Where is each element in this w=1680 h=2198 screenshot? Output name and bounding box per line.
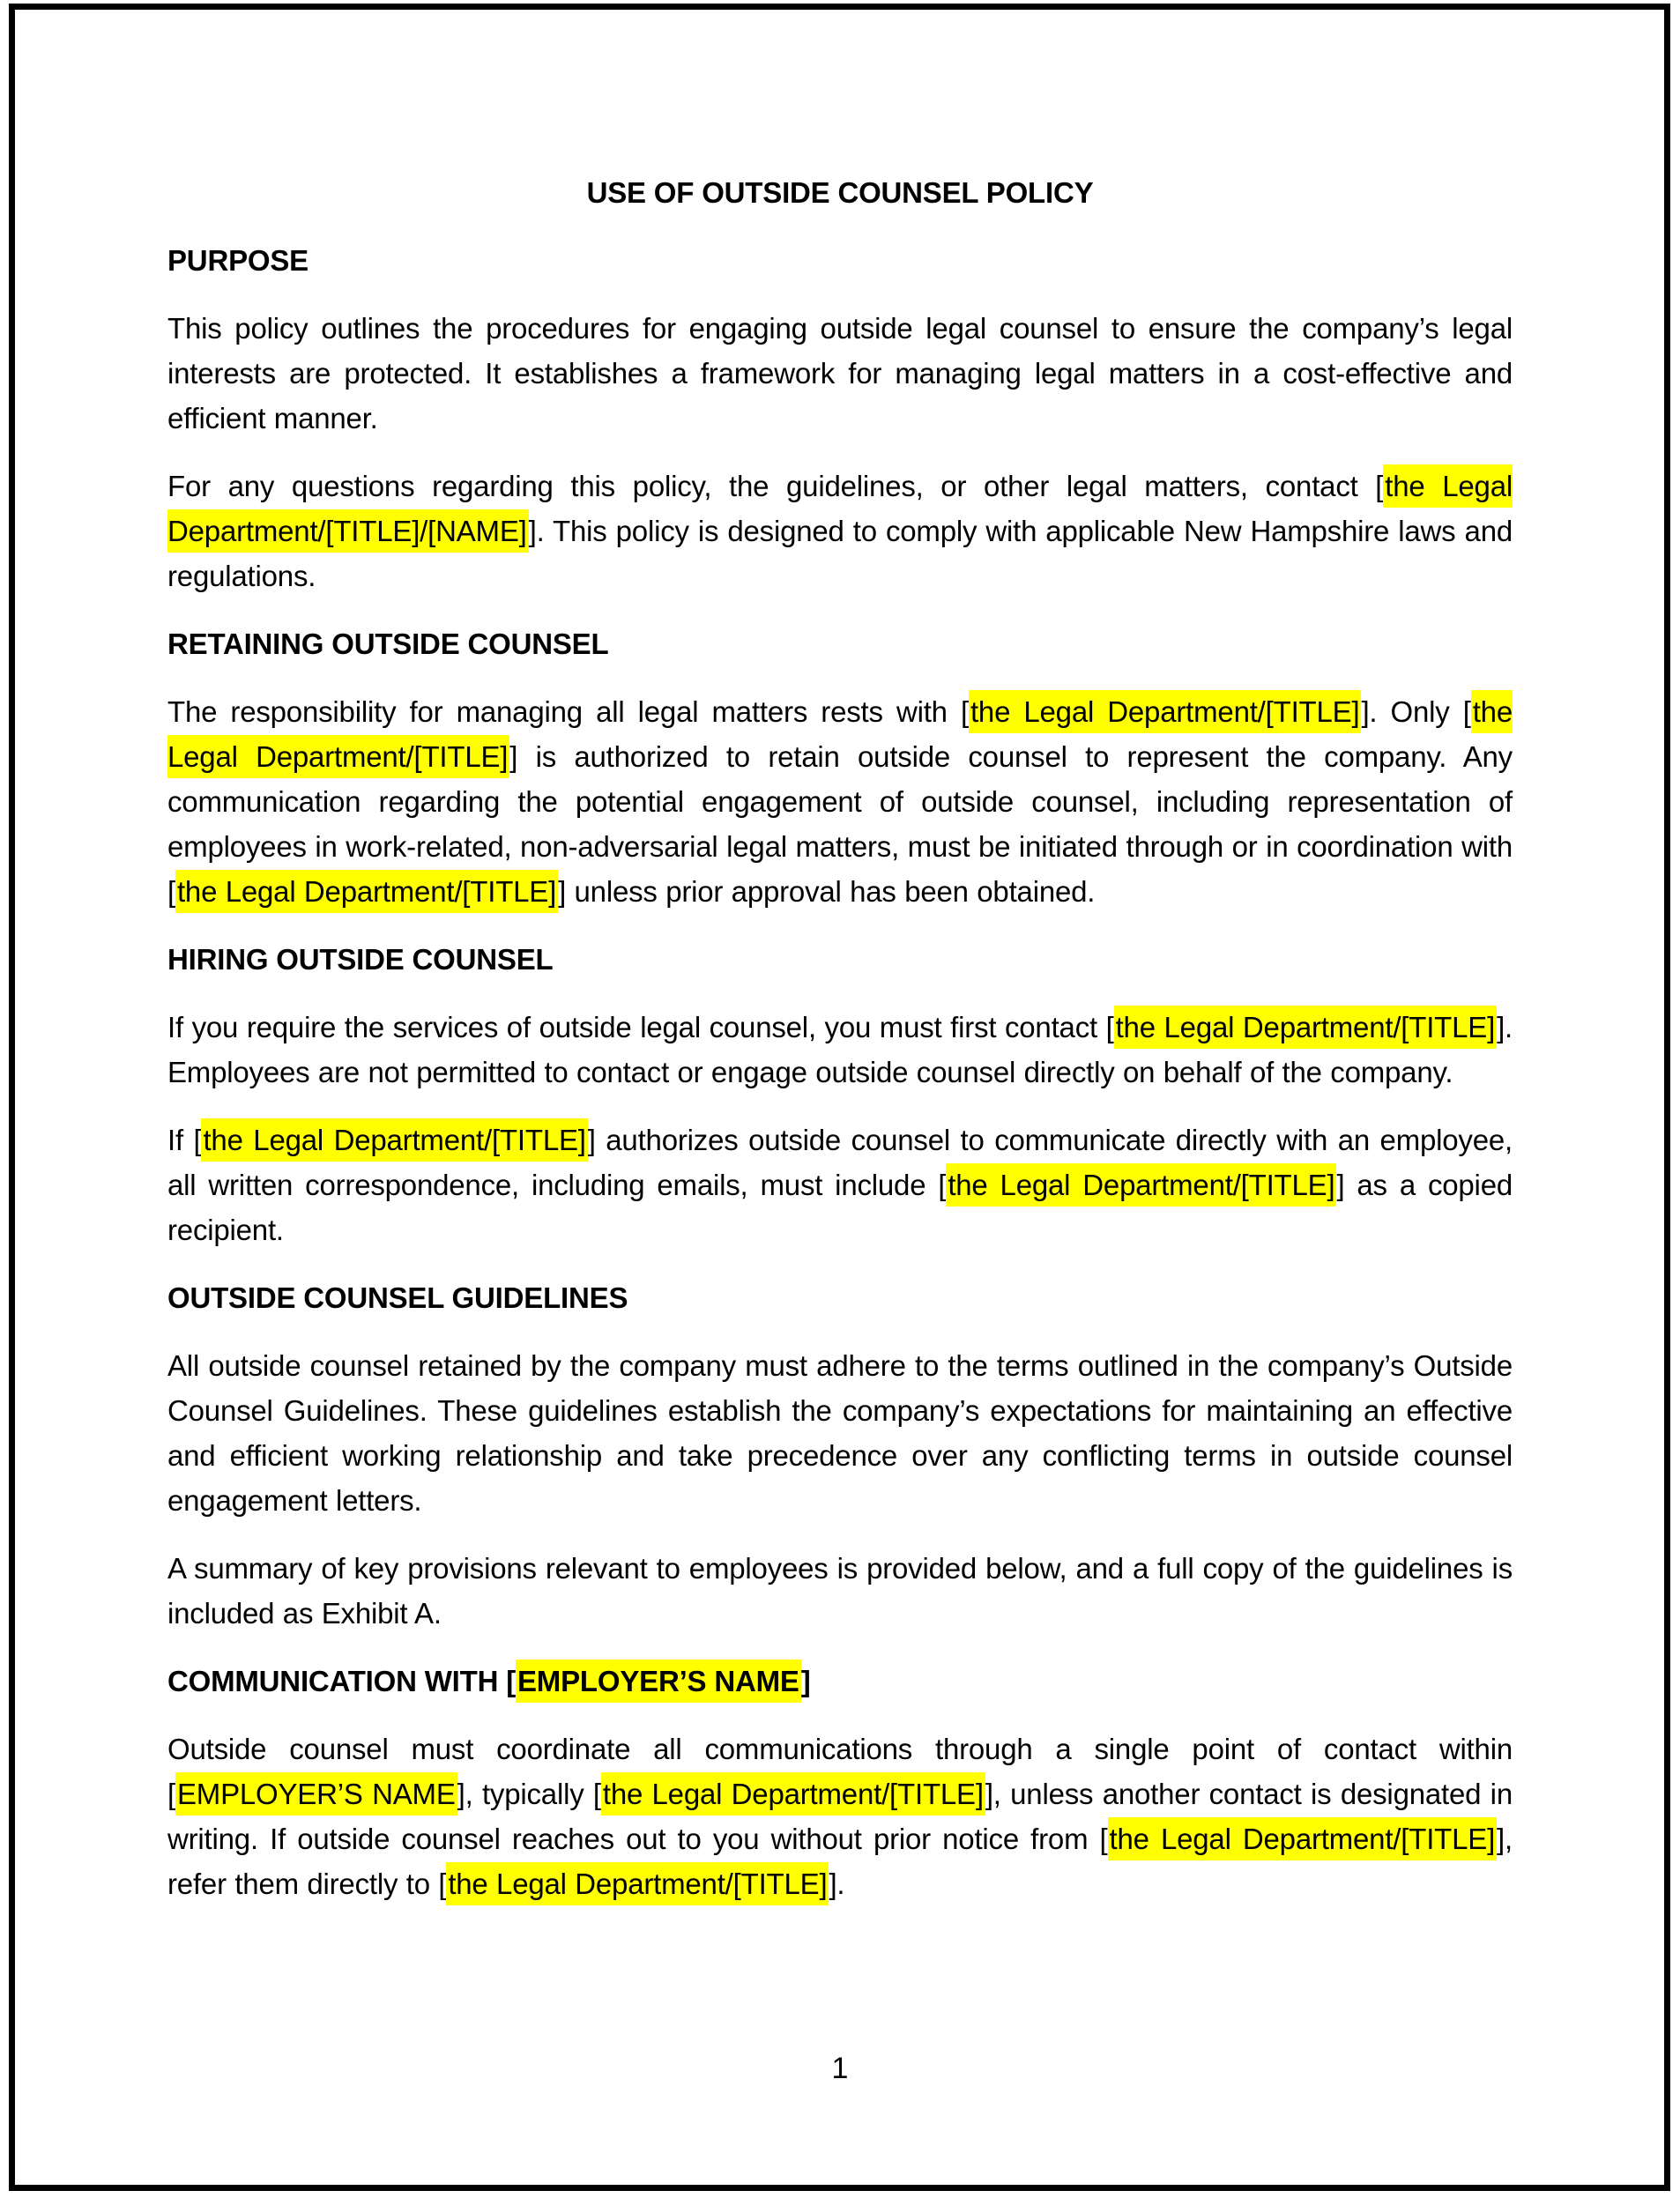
- highlighted-placeholder: the Legal Department/[TITLE]: [175, 870, 558, 913]
- paragraph: This policy outlines the procedures for engaging outside legal counsel to ensure the company’s legal interests are protected. It establishes a framework for managing legal matters in a cost-effective and efficient manner.: [167, 312, 1513, 434]
- highlighted-placeholder: EMPLOYER’S NAME: [516, 1660, 801, 1703]
- highlighted-placeholder: the Legal Department/[TITLE]: [167, 690, 1513, 778]
- section-heading: RETAINING OUTSIDE COUNSEL: [167, 627, 609, 660]
- highlighted-placeholder: the Legal Department/[TITLE]: [1108, 1817, 1498, 1860]
- highlighted-placeholder: the Legal Department/[TITLE]: [201, 1118, 587, 1162]
- paragraph: The responsibility for managing all legal matters rests with [the Legal Department/[TITLE]]. Only [the Legal Department/[TITLE]] is authorized to retain outside counsel to represent the company. Any communication regarding the potential engagement of outside counsel, including representation of employees in work-related, non-adversarial legal matters, must be initiated through or in coordination with [the Legal Department/[TITLE]] unless prior approval has been obtained.: [167, 689, 1513, 914]
- page-number: 1: [831, 2052, 849, 2085]
- highlighted-placeholder: the Legal Department/[TITLE]: [446, 1862, 829, 1905]
- highlighted-placeholder: the Legal Department/[TITLE]: [969, 690, 1362, 733]
- section-heading: OUTSIDE COUNSEL GUIDELINES: [167, 1281, 628, 1314]
- document-body: [167, 238, 1513, 1906]
- paragraph: Outside counsel must coordinate all communications through a single point of contact within [EMPLOYER’S NAME], typically [the Legal Department/[TITLE]], unless another contact is designated in writing. If outside counsel reaches out to you without prior notice from [the Legal Department/[TITLE]], refer them directly to [the Legal Department/[TITLE]].: [167, 1726, 1513, 1906]
- paragraph: A summary of key provisions relevant to employees is provided below, and a full copy of the guidelines is included as Exhibit A.: [167, 1552, 1513, 1630]
- section-heading: PURPOSE: [167, 244, 308, 277]
- highlighted-placeholder: the Legal Department/[TITLE]/[NAME]: [167, 464, 1513, 553]
- section-heading: COMMUNICATION WITH [EMPLOYER’S NAME]: [167, 1659, 1513, 1704]
- paragraph: For any questions regarding this policy, the guidelines, or other legal matters, contact [the Legal Department/[TITLE]/[NAME]]. This policy is designed to comply with applicable New Hampshire laws and regulations.: [167, 464, 1513, 598]
- highlighted-placeholder: the Legal Department/[TITLE]: [601, 1772, 985, 1816]
- document-content: [167, 170, 1513, 1929]
- document-title: USE OF OUTSIDE COUNSEL POLICY: [586, 176, 1094, 209]
- paragraph: If you require the services of outside legal counsel, you must first contact [the Legal Department/[TITLE]]. Employees are not permitted to contact or engage outside counsel directly on behalf of the company.: [167, 1005, 1513, 1095]
- section-heading: HIRING OUTSIDE COUNSEL: [167, 943, 554, 976]
- paragraph: If [the Legal Department/[TITLE]] authorizes outside counsel to communicate directly with an employee, all written correspondence, including emails, must include [the Legal Department/[TITLE]] as a copied recipient.: [167, 1118, 1513, 1252]
- highlighted-placeholder: the Legal Department/[TITLE]: [1114, 1006, 1497, 1049]
- highlighted-placeholder: the Legal Department/[TITLE]: [946, 1163, 1336, 1207]
- highlighted-placeholder: EMPLOYER’S NAME: [175, 1772, 457, 1816]
- paragraph: All outside counsel retained by the company must adhere to the terms outlined in the company’s Outside Counsel Guidelines. These guidelines establish the company’s expectations for maintaining an effective and efficient working relationship and take precedence over any conflicting terms in outside counsel engagement letters.: [167, 1349, 1513, 1517]
